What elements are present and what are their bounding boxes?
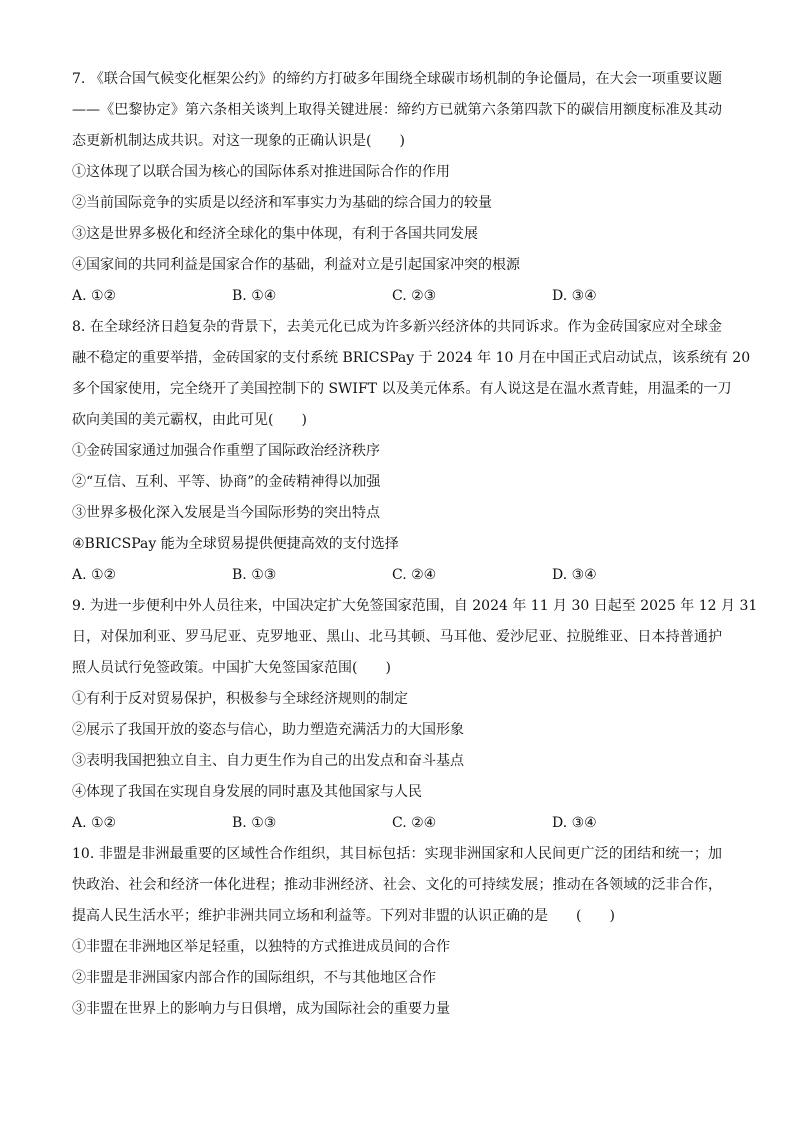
question-7 <box>72 64 722 312</box>
statement-1: ①这体现了以联合国为核心的国际体系对推进国际合作的作用 <box>72 164 450 180</box>
statement-2: ②当前国际竞争的实质是以经济和军事实力为基础的综合国力的较量 <box>72 195 492 211</box>
option-c[interactable]: C. ②③ <box>392 288 437 304</box>
statement-1: ①金砖国家通过加强合作重塑了国际政治经济秩序 <box>72 443 380 459</box>
statement-3: ③这是世界多极化和经济全球化的集中体现，有利于各国共同发展 <box>72 226 478 242</box>
statement-4: ④BRICSPay 能为全球贸易提供便捷高效的支付选择 <box>72 536 399 552</box>
statement-2: ②非盟是非洲国家内部合作的国际组织，不与其他地区合作 <box>72 970 436 986</box>
statement-4: ④国家间的共同利益是国家合作的基础，利益对立是引起国家冲突的根源 <box>72 257 520 273</box>
option-d[interactable]: D. ③④ <box>552 567 597 583</box>
question-stem-line: 10. 非盟是非洲最重要的区域性合作组织，其目标包括：实现非洲国家和人民间更广泛的团结和统一；加 <box>72 846 722 862</box>
question-stem-line: 日，对保加利亚、罗马尼亚、克罗地亚、黑山、北马其顿、马耳他、爱沙尼亚、拉脱维亚、日本持普通护 <box>72 629 722 645</box>
option-b[interactable]: B. ①④ <box>232 288 277 304</box>
statement-3: ③表明我国把独立自主、自力更生作为自己的出发点和奋斗基点 <box>72 753 464 769</box>
option-b[interactable]: B. ①③ <box>232 567 277 583</box>
statement-2: ②“互信、互利、平等、协商”的金砖精神得以加强 <box>72 474 381 490</box>
question-stem-line: 态更新机制达成共识。对这一现象的正确认识是( ) <box>72 133 405 149</box>
option-a[interactable]: A. ①② <box>72 815 117 831</box>
question-9 <box>72 591 758 839</box>
statement-4: ④体现了我国在实现自身发展的同时惠及其他国家与人民 <box>72 784 422 800</box>
answer-options <box>72 808 722 839</box>
answer-options <box>72 281 722 312</box>
question-stem-line: 融不稳定的重要举措，金砖国家的支付系统 BRICSPay 于 2024 年 10 月在中国正式启动试点，该系统有 20 <box>72 350 751 366</box>
question-stem-line: 照人员试行免签政策。中国扩大免签国家范围( ) <box>72 660 391 676</box>
question-stem-line: 7. 《联合国气候变化框架公约》的缔约方打破多年围绕全球碳市场机制的争论僵局，在大会一项重要议题 <box>72 71 722 87</box>
option-b[interactable]: B. ①③ <box>232 815 277 831</box>
statement-2: ②展示了我国开放的姿态与信心，助力塑造充满活力的大国形象 <box>72 722 464 738</box>
option-c[interactable]: C. ②④ <box>392 815 437 831</box>
option-c[interactable]: C. ②④ <box>392 567 437 583</box>
question-8 <box>72 312 751 591</box>
question-stem-line: 快政治、社会和经济一体化进程；推动非洲经济、社会、文化的可持续发展；推动在各领域的泛非合作， <box>72 877 722 893</box>
exam-page <box>72 64 758 1025</box>
question-stem-line: 多个国家使用，完全绕开了美国控制下的 SWIFT 以及美元体系。有人说这是在温水煮青蛙，用温柔的一刀 <box>72 381 732 397</box>
answer-options <box>72 560 722 591</box>
option-a[interactable]: A. ①② <box>72 288 117 304</box>
statement-3: ③非盟在世界上的影响力与日俱增，成为国际社会的重要力量 <box>72 1001 450 1017</box>
question-stem-line: 提高人民生活水平；维护非洲共同立场和利益等。下列对非盟的认识正确的是 ( ) <box>72 908 615 924</box>
option-d[interactable]: D. ③④ <box>552 288 597 304</box>
question-10 <box>72 839 722 1025</box>
statement-3: ③世界多极化深入发展是当今国际形势的突出特点 <box>72 505 380 521</box>
question-stem-line: 8. 在全球经济日趋复杂的背景下，去美元化已成为许多新兴经济体的共同诉求。作为金砖国家应对全球金 <box>72 319 722 335</box>
question-stem-line: ——《巴黎协定》第六条相关谈判上取得关键进展：缔约方已就第六条第四款下的碳信用额度标准及其动 <box>72 102 722 118</box>
statement-1: ①有利于反对贸易保护，积极参与全球经济规则的制定 <box>72 691 408 707</box>
question-stem-line: 9. 为进一步便利中外人员往来，中国决定扩大免签国家范围，自 2024 年 11 月 30 日起至 2025 年 12 月 31 <box>72 598 758 614</box>
option-a[interactable]: A. ①② <box>72 567 117 583</box>
question-stem-line: 砍向美国的美元霸权，由此可见( ) <box>72 412 307 428</box>
statement-1: ①非盟在非洲地区举足轻重，以独特的方式推进成员间的合作 <box>72 939 450 955</box>
option-d[interactable]: D. ③④ <box>552 815 597 831</box>
